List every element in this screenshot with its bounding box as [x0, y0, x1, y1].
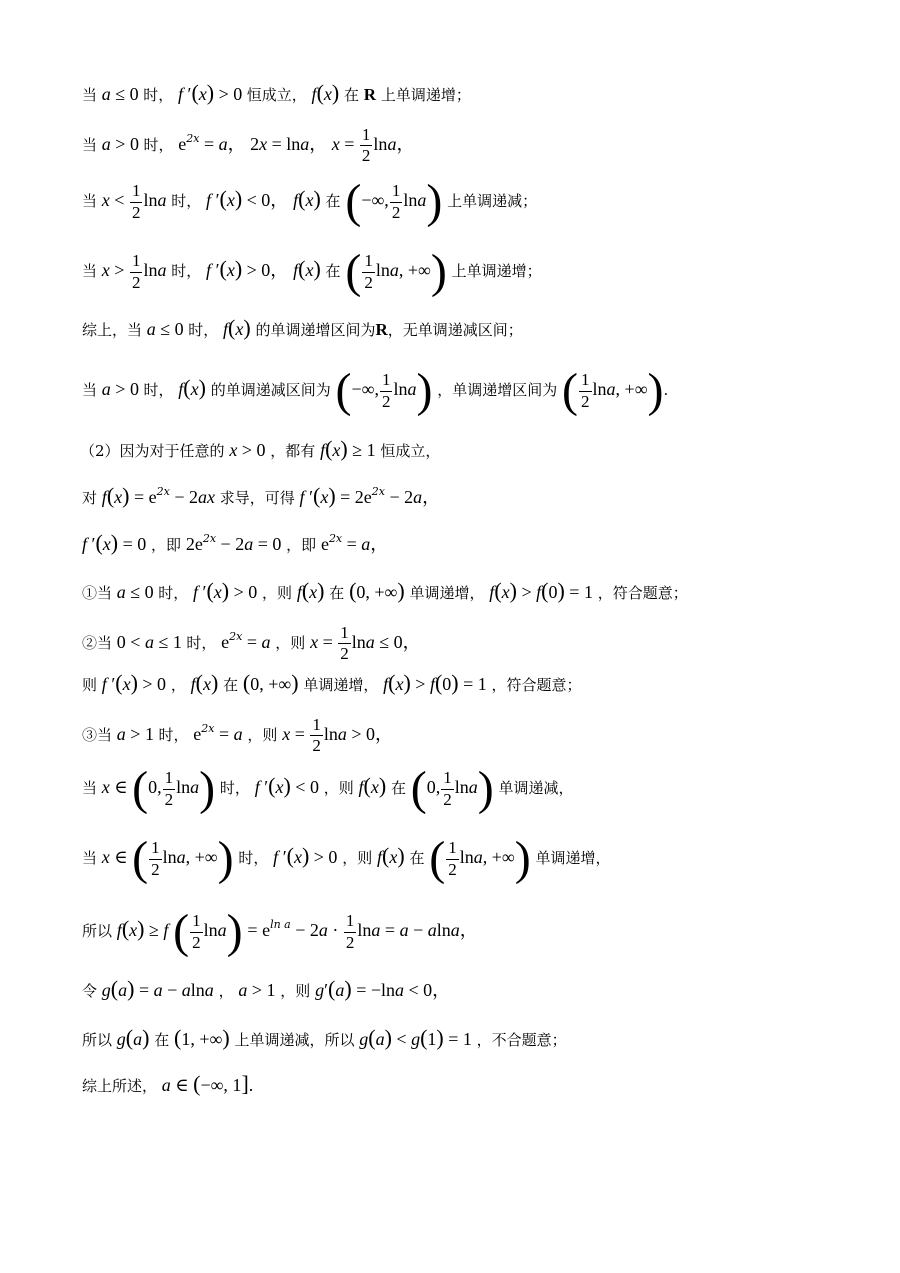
- line-9: f ′(x) = 0 ，即 $2e^{2x} - 2a = 0$ ，即 $e^{2x} = a$，: [82, 530, 389, 555]
- text: ，无单调递减区间；: [387, 321, 523, 339]
- text: ，即: [151, 536, 182, 554]
- text: ①当: [82, 584, 113, 602]
- text: 所以: [82, 1031, 113, 1049]
- line-19: 综上所述， a ∈ (−∞, 1].: [82, 1071, 254, 1096]
- text: ③当: [82, 725, 113, 744]
- text: 恒成立，: [380, 442, 441, 460]
- text: ，单调递增区间为: [437, 381, 558, 399]
- line-12: 则 f ′(x) > 0 ， f(x) 在 (0, +∞) 单调递增， f(x) > f(0) = 1 ，符合题意；: [82, 670, 582, 695]
- line-16: 所以 f(x) ≥ f ( $\frac{1}{2}$ $\ln a) = e^{ln a} - 2a$ · $\frac{1}{2}$ lna = a − alna，: [82, 905, 478, 958]
- text: 上单调递减；: [447, 192, 538, 210]
- text: ，: [218, 982, 234, 1000]
- text: ，则: [323, 779, 354, 797]
- text: 时，: [238, 849, 269, 867]
- text: ，都有: [270, 442, 316, 460]
- text: 当: [82, 192, 98, 210]
- text: 在: [409, 849, 425, 867]
- text: 上单调递减，所以: [234, 1031, 355, 1049]
- text: 在: [223, 676, 239, 694]
- text: 时，: [158, 584, 189, 602]
- text: 上单调递增；: [380, 86, 471, 104]
- text: 当: [82, 381, 98, 399]
- text: 当: [82, 86, 98, 104]
- line-1: 当 a ≤ 0 时， f ′(x) > 0 恒成立， f(x) 在 R 上单调递增；: [82, 80, 471, 105]
- text: 对: [82, 489, 98, 507]
- text: 在: [325, 192, 341, 210]
- text: .: [663, 381, 669, 399]
- text: 时，: [158, 725, 189, 744]
- line-11: ②当 0 < a ≤ 1 时， $e^{2x} = a$ ，则 x = $\frac{1}{2}$ lna ≤ 0，: [82, 623, 421, 664]
- text: 当: [82, 779, 98, 797]
- text: 时，: [143, 381, 174, 399]
- text: ，不合题意；: [476, 1031, 567, 1049]
- text: 时，: [219, 779, 250, 797]
- line-6: 当 a > 0 时， f(x) 的单调递减区间为 (−∞, $\frac{1}{2}$ lna) ，单调递增区间为 ( $\frac{1}{2}$ lna, +∞).: [82, 364, 669, 417]
- line-18: 所以 g(a) 在 (1, +∞) 上单调递减，所以 g(a) < g(1) = 1 ，不合题意；: [82, 1025, 567, 1050]
- text: ②当: [82, 633, 113, 652]
- text: 单调递增，: [409, 584, 485, 602]
- text: ，则: [342, 849, 373, 867]
- text: 的单调递增区间为: [255, 321, 376, 339]
- line-15: 当 x ∈ ( $\frac{1}{2}$ lna, +∞) 时， f ′(x) > 0 ，则 f(x) 在 ( $\frac{1}{2}$ lna, +∞) 单调递增，: [82, 832, 611, 885]
- text: 则: [82, 676, 98, 694]
- text: 单调递增，: [535, 849, 611, 867]
- line-17: 令 g(a) = a − alna ， a > 1 ，则 g′(a) = −lna < 0，: [82, 976, 451, 1001]
- text: ，符合题意；: [491, 676, 582, 694]
- line-5: 综上，当 a ≤ 0 时， f(x) 的单调递增区间为R，无单调递减区间；: [82, 315, 523, 340]
- text: 求导，可得: [219, 489, 295, 507]
- text: 时，: [188, 321, 219, 339]
- text: 时，: [143, 135, 174, 154]
- text: 在: [390, 779, 406, 797]
- text: ，则: [247, 725, 278, 744]
- line-13: ③当 a > 1 时， $e^{2x} = a$ ，则 x = $\frac{1}{2}$ lna > 0，: [82, 715, 394, 756]
- text: ，则: [280, 982, 311, 1000]
- line-14: 当 x ∈ (0, $\frac{1}{2}$ lna) 时， f ′(x) < 0 ，则 f(x) 在 (0, $\frac{1}{2}$ lna) 单调递减，: [82, 762, 574, 815]
- text: 时，: [171, 262, 202, 280]
- line-4: 当 x > $\frac{1}{2}$ lna 时， f ′(x) > 0， f(x) 在 ( $\frac{1}{2}$ lna, +∞) 上单调递增；: [82, 245, 542, 298]
- text: 在: [329, 584, 345, 602]
- text: 单调递增，: [303, 676, 379, 694]
- line-8: 对 $f(x) = e^{2x} - 2ax$ 求导，可得 f $'(x) = 2e^{2x} - 2a$，: [82, 483, 441, 508]
- text: 时，: [143, 86, 174, 104]
- text: 综上所述，: [82, 1077, 158, 1095]
- text: 单调递减，: [498, 779, 574, 797]
- text: 当: [82, 262, 98, 280]
- text: 令: [82, 982, 98, 1000]
- text: 在: [344, 86, 360, 104]
- set-R: R: [375, 320, 388, 339]
- text: （2）因为对于任意的: [80, 442, 225, 460]
- line-3: 当 x < $\frac{1}{2}$ lna 时， f ′(x) < 0， f(x) 在 (−∞, $\frac{1}{2}$ lna) 上单调递减；: [82, 175, 538, 228]
- text: 时，: [186, 633, 217, 652]
- text: 当: [82, 849, 98, 867]
- line-7: （2）因为对于任意的 x > 0 ，都有 f(x) ≥ 1 恒成立，: [80, 436, 441, 461]
- text: ，: [170, 676, 186, 694]
- text: 在: [154, 1031, 170, 1049]
- text: 时，: [171, 192, 202, 210]
- text: 综上，当: [82, 321, 143, 339]
- text: ，则: [262, 584, 293, 602]
- text: 恒成立，: [246, 86, 307, 104]
- text: 在: [325, 262, 341, 280]
- text: 上单调递增；: [451, 262, 542, 280]
- text: ，即: [286, 536, 317, 554]
- text: 所以: [82, 922, 113, 940]
- text: 当: [82, 135, 98, 154]
- set-R: R: [363, 85, 377, 104]
- line-10: ①当 a ≤ 0 时， f ′(x) > 0 ，则 f(x) 在 (0, +∞) 单调递增， f(x) > f(0) = 1 ，符合题意；: [82, 578, 688, 603]
- text: ，符合题意；: [597, 584, 688, 602]
- text: 的单调递减区间为: [210, 381, 331, 399]
- text: ，则: [275, 633, 306, 652]
- line-2: 当 a > 0 时， $e^{2x} = a$， 2x = lna， x = $\frac{1}{2}$ lna，: [82, 125, 415, 166]
